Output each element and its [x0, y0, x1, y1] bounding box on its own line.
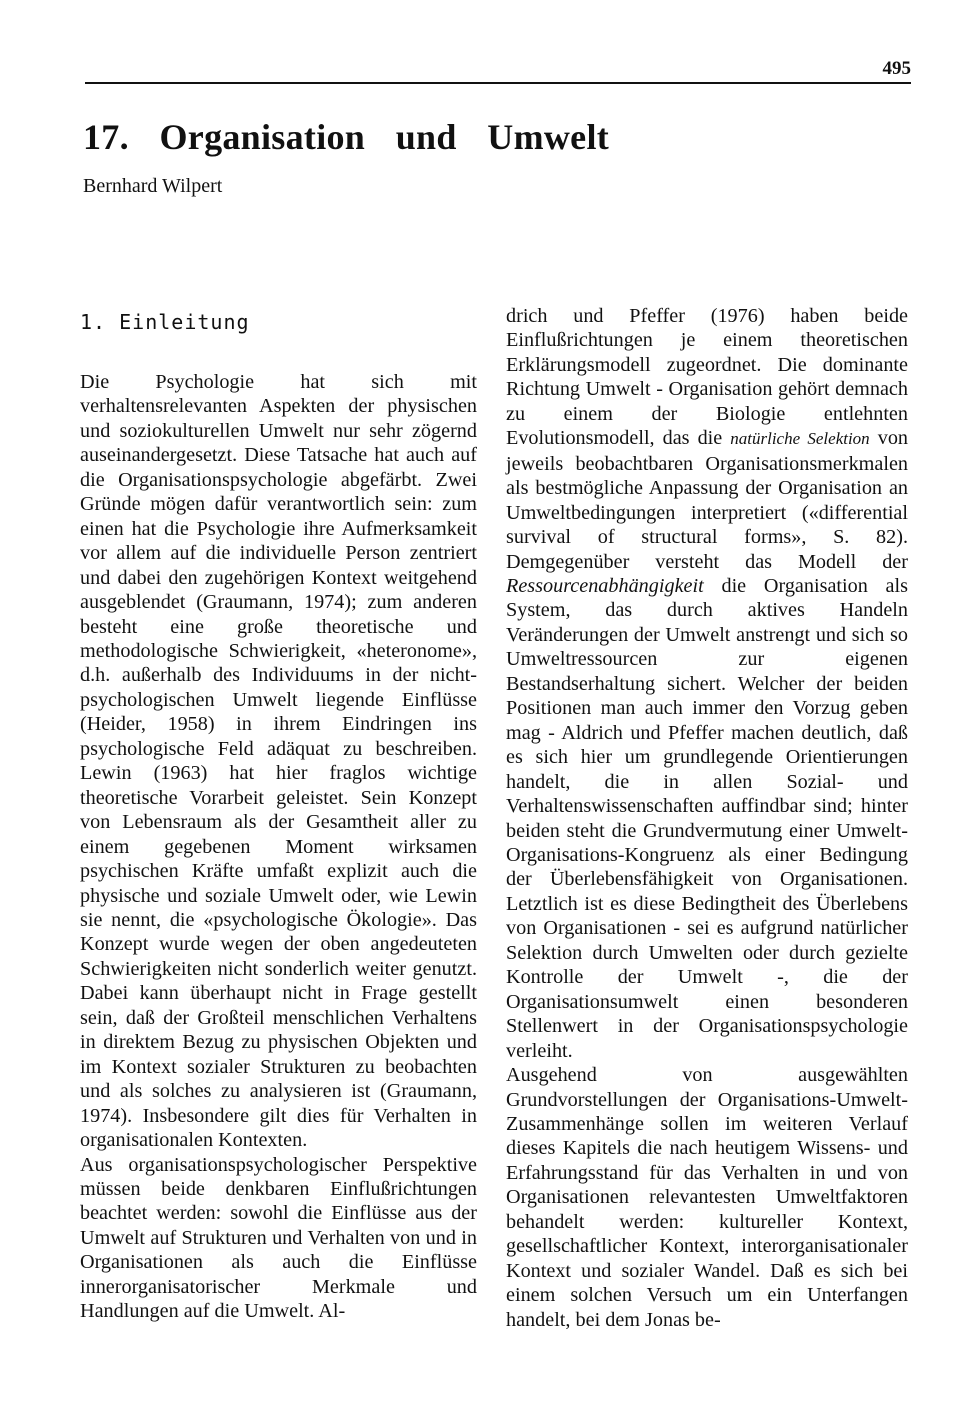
chapter-title: 17. Organisation und Umwelt	[83, 117, 610, 157]
right-p1-text-b: von jeweils beobachtbaren Organisationsmerkmalen als bestmögliche Anpassung der Organisation an Umweltbedingungen interpretiert («differential survival of structural forms», S. 82). Demgegenüber versteht das Modell der	[506, 427, 908, 573]
right-p1-emphasis-natural-selection: natürliche Selektion	[730, 429, 870, 449]
right-p1-emphasis-resource-dependence: Ressourcenabhängigkeit	[506, 574, 704, 597]
right-p1-text-a: drich und Pfeffer (1976) haben beide Einflußrichtungen je einem theoretischen Erklärungsmodell zugeordnet. Die dominante Richtung Umwelt - Organisation gehört demnach zu einem der Biologie entlehnten Evolutionsmodell, das die	[506, 305, 908, 450]
right-paragraph-2: Ausgehend von ausgewählten Grundvorstellungen der Organisations-Umwelt-Zusammenhänge sollen im weiteren Verlauf dieses Kapitels die nach heutigem Wissens- und Erfahrungsstand für das Verhalten in und von Organisationen relevantesten Umweltfaktoren behandelt werden: kultureller Kontext, gesellschaftlicher Kontext, interorganisationaler Kontext und sozialer Wandel. Daß es sich bei einem solchen Versuch um ein Unterfangen handelt, bei dem Jonas be-	[506, 1064, 908, 1331]
left-paragraph-1: Die Psychologie hat sich mit verhaltensrelevanten Aspekten der physischen und soziokulturellen Umwelt nur sehr zögernd auseinandergesetzt. Diese Tatsache hat auch auf die Organisationspsychologie abgefärbt. Zwei Gründe mögen dafür verantwortlich sein: zum einen hat die Psychologie ihre Aufmerksamkeit vor allem auf die individuelle Person zentriert und dabei den zugehörigen Kontext weitgehend ausgeblendet (Graumann, 1974); zum anderen besteht eine große theoretische und methodologische Schwierigkeit, «heteronome», d.h. außerhalb des Individuums in der nicht-psychologischen Umwelt liegende Einflüsse (Heider, 1958) in ihrem Eindringen ins psychologische Feld adäquat zu beschreiben. Lewin (1963) hat hier fraglos wichtige theoretische Vorarbeit geleistet. Sein Konzept von Lebensraum als der Gesamtheit aller zu einem gegebenen Moment wirksamen psychischen Kräfte umfaßt explizit auch die physische und soziale Umwelt oder, wie Lewin sie nennt, die «psychologische Ökologie». Das Konzept wurde wegen der oben angedeuteten Schwierigkeiten nicht sonderlich weiter genutzt. Dabei kann überhaupt nicht in Frage gestellt sein, daß der Großteil menschlichen Verhaltens in direktem Bezug zu physischen Objekten und im Kontext sozialer Strukturen zu beobachten und als solches zu analysieren ist (Graumann, 1974). Insbesondere gilt dies für Verhalten in organisationalen Kontexten.	[80, 371, 477, 1152]
right-paragraph-1	[506, 304, 908, 1063]
right-p1-text-c: die Organisation als System, das durch aktives Handeln Veränderungen der Umwelt anstrengt und sich so Umweltressourcen zur eigenen Bestandserhaltung sichert. Welcher der beiden Positionen man auch immer den Vorzug geben mag - Aldrich und Pfeffer machen deutlich, daß es sich hier um grundlegende Orientierungen handelt, die in allen Sozial- und Verhaltenswissenschaften auffindbar sind; hinter beiden steht die Grundvermutung einer Umwelt-Organisations-Kongruenz als einer Bedingung der Überlebensfähigkeit von Organisationen. Letztlich ist es diese Bedingtheit des Überlebens von Organisationen - sei es aufgrund natürlicher Selektion durch Umwelten oder durch gezielte Kontrolle der Umwelt -, die der Organisationsumwelt einen besonderen Stellenwert in der Organisationspsychologie verleiht.	[506, 574, 908, 1062]
right-column	[506, 304, 908, 1332]
left-column	[80, 304, 477, 1324]
section-heading: 1. Einleitung	[80, 310, 250, 334]
page-number: 495	[882, 58, 911, 79]
left-paragraph-2: Aus organisationspsychologischer Perspektive müssen beide denkbaren Einflußrichtungen beachtet werden: sowohl die Einflüsse aus der Umwelt auf Strukturen und Verhalten von und in Organisationen als auch die Einflüsse innerorganisatorischer Merkmale und Handlungen auf die Umwelt. Al-	[80, 1153, 477, 1323]
top-rule	[85, 82, 911, 84]
author: Bernhard Wilpert	[83, 175, 223, 197]
